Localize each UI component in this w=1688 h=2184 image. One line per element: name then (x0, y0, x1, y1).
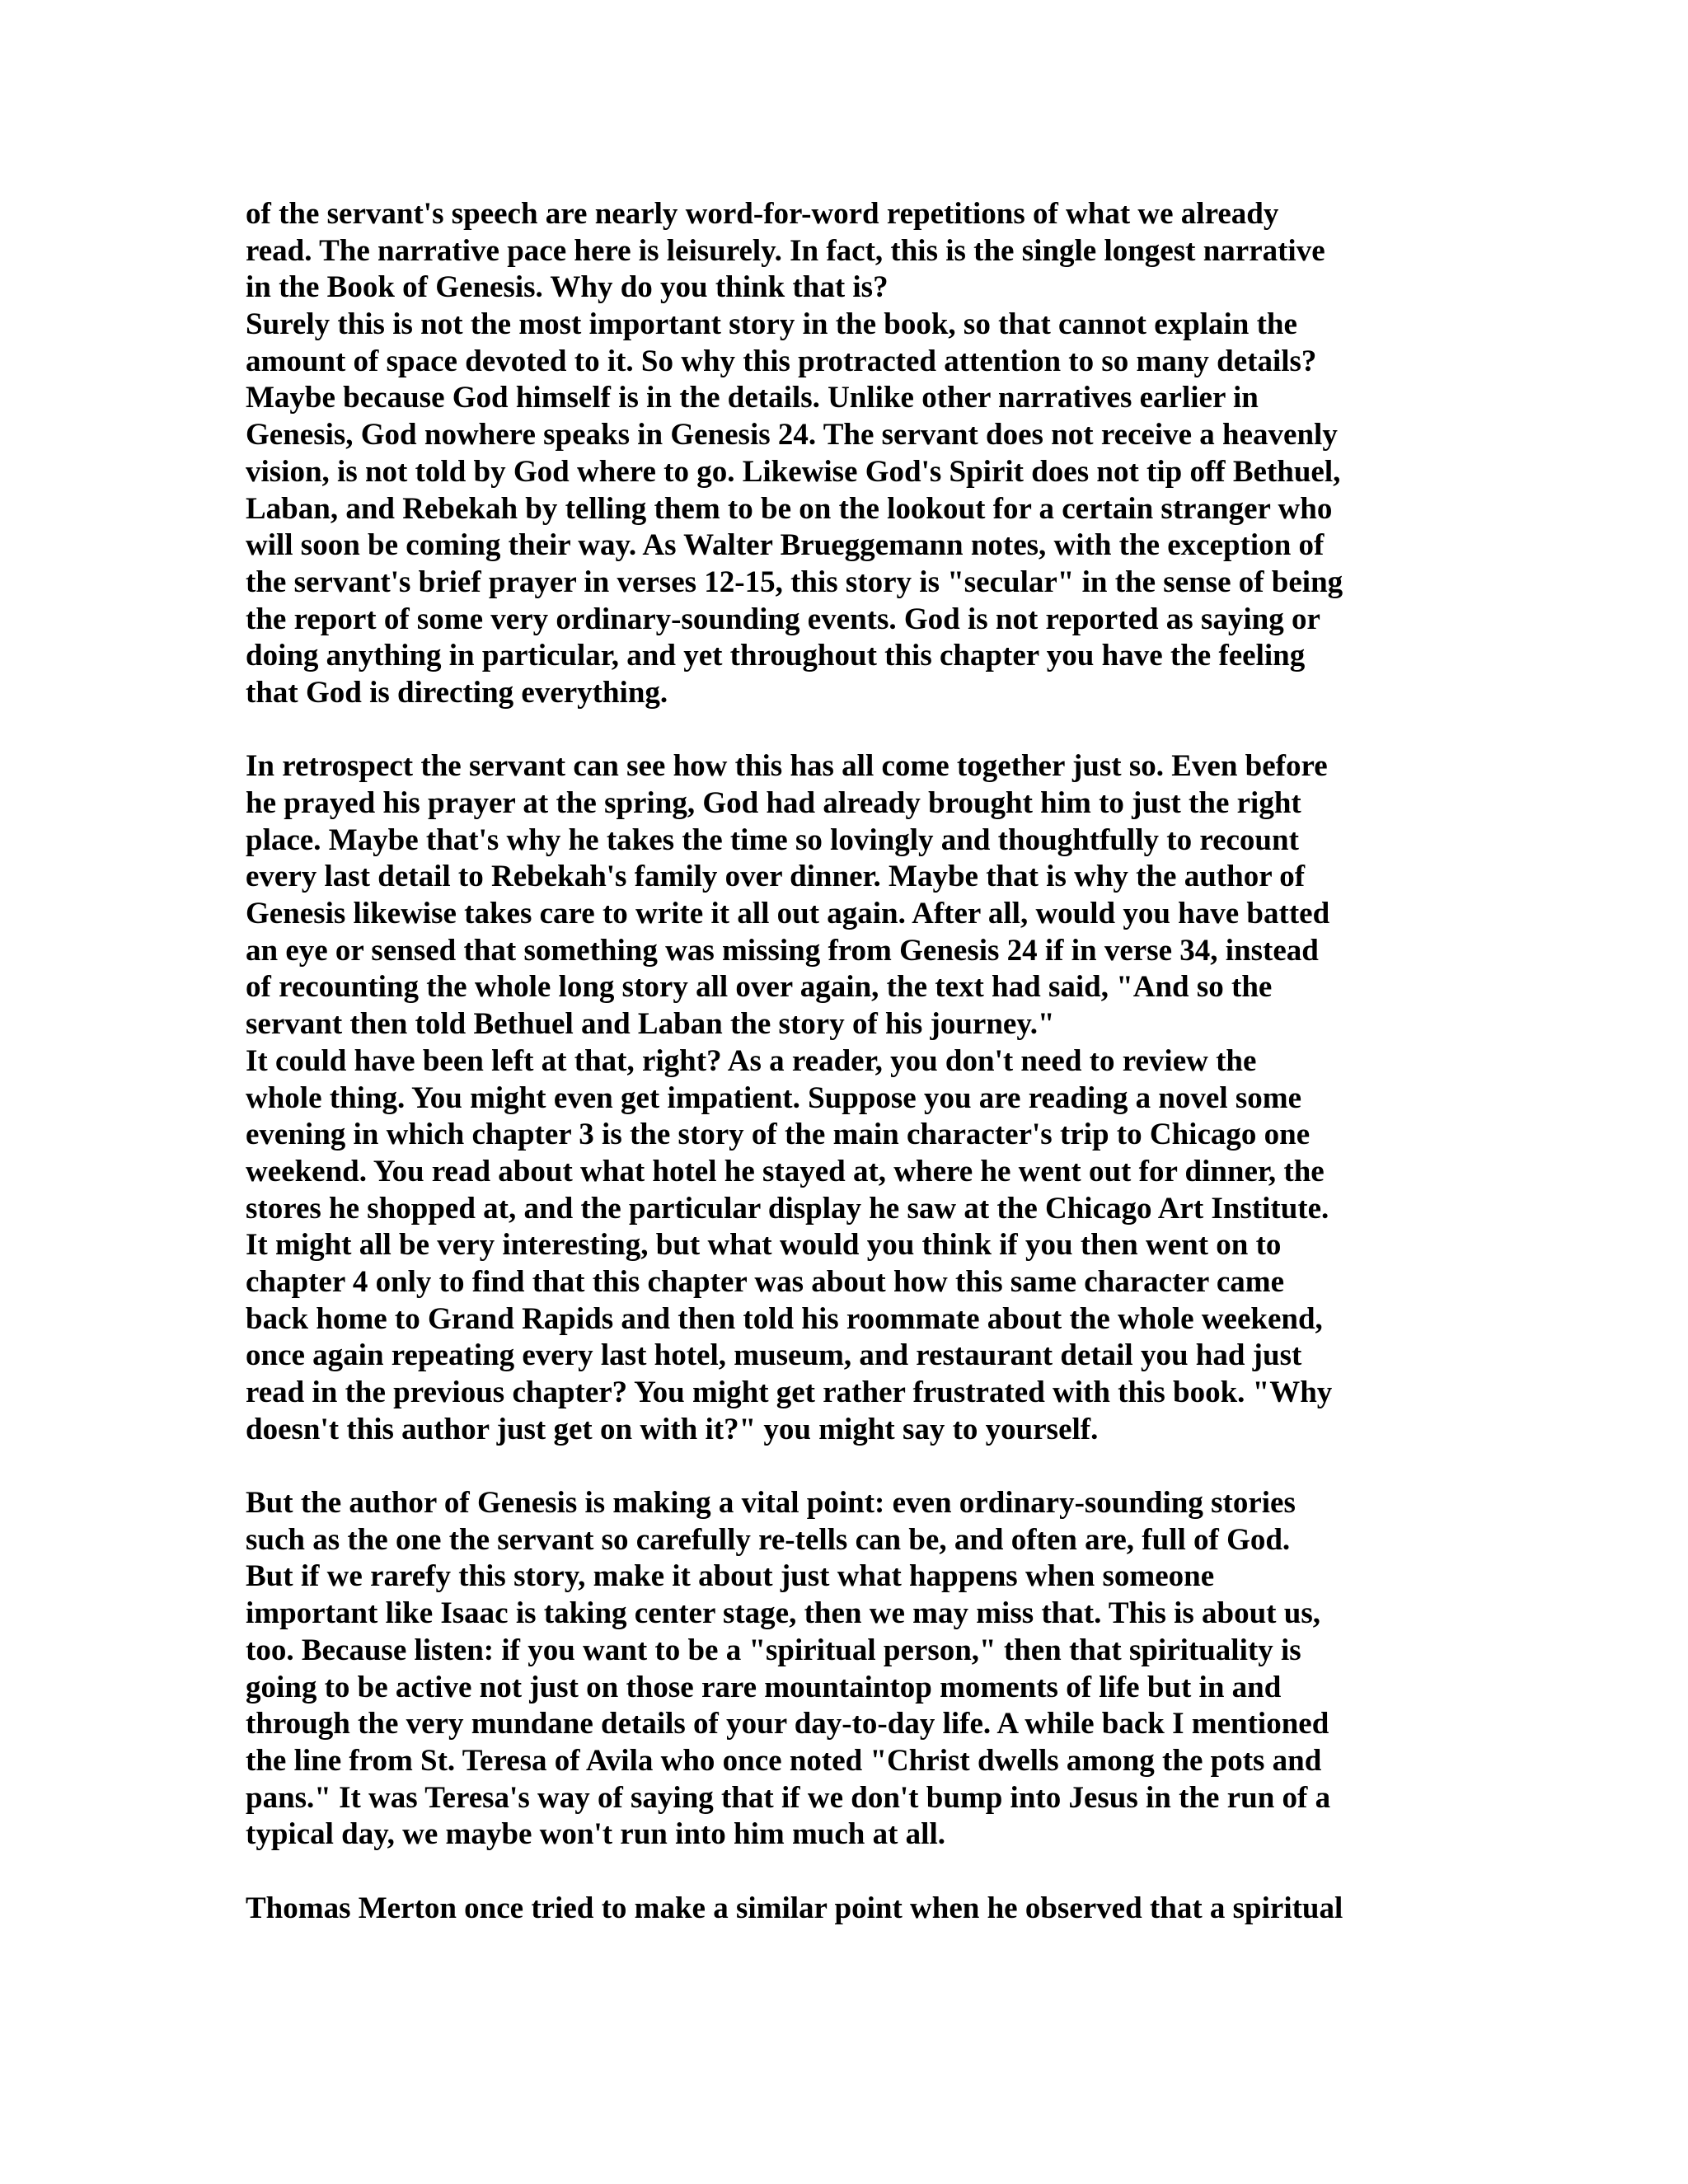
paragraph-gap (246, 1448, 1432, 1485)
text-line: the report of some very ordinary-sounding events. God is not reported as saying or (246, 602, 1320, 636)
text-line: he prayed his prayer at the spring, God had already brought him to just the right (246, 786, 1301, 820)
text-line: too. Because listen: if you want to be a "spiritual person," then that spirituality is (246, 1633, 1301, 1667)
paragraph-gap (246, 712, 1432, 749)
text-line: evening in which chapter 3 is the story of the main character's trip to Chicago one (246, 1118, 1311, 1152)
text-line: place. Maybe that's why he takes the time so lovingly and thoughtfully to recount (246, 823, 1299, 857)
text-line: Laban, and Rebekah by telling them to be on the lookout for a certain stranger who (246, 491, 1333, 526)
text-line: servant then told Bethuel and Laban the story of his journey." (246, 1007, 1055, 1042)
text-line: whole thing. You might even get impatient. Suppose you are reading a novel some (246, 1080, 1302, 1115)
text-line: typical day, we maybe won't run into him much at all. (246, 1817, 945, 1852)
text-line: of recounting the whole long story all over again, the text had said, "And so the (246, 970, 1273, 1005)
text-line: Maybe because God himself is in the details. Unlike other narratives earlier in (246, 381, 1259, 415)
text-line: vision, is not told by God where to go. Likewise God's Spirit does not tip off Bethuel, (246, 454, 1341, 489)
text-line: will soon be coming their way. As Walter Brueggemann notes, with the exception of (246, 528, 1325, 563)
paragraph-gap (246, 1854, 1432, 1891)
text-line: such as the one the servant so carefully re-tells can be, and often are, full of God. (246, 1522, 1291, 1557)
text-line: Genesis likewise takes care to write it all out again. After all, would you have batted (246, 897, 1330, 931)
text-line: the line from St. Teresa of Avila who once noted "Christ dwells among the pots and (246, 1743, 1322, 1778)
text-line: stores he shopped at, and the particular display he saw at the Chicago Art Institute. (246, 1191, 1329, 1226)
text-line: through the very mundane details of your day-to-day life. A while back I mentioned (246, 1707, 1329, 1741)
text-line: amount of space devoted to it. So why this protracted attention to so many details? (246, 344, 1317, 378)
text-line: Genesis, God nowhere speaks in Genesis 24. The servant does not receive a heavenly (246, 418, 1338, 452)
text-line: that God is directing everything. (246, 675, 668, 710)
text-line: But the author of Genesis is making a vital point: even ordinary-sounding stories (246, 1486, 1296, 1521)
text-line: Surely this is not the most important story in the book, so that cannot explain the (246, 307, 1297, 342)
text-line: But if we rarefy this story, make it about just what happens when someone (246, 1559, 1215, 1594)
text-line: once again repeating every last hotel, museum, and restaurant detail you had just (246, 1338, 1302, 1373)
text-line: In retrospect the servant can see how this has all come together just so. Even before (246, 749, 1328, 784)
text-line: an eye or sensed that something was missing from Genesis 24 if in verse 34, instead (246, 933, 1319, 968)
text-line: read. The narrative pace here is leisurely. In fact, this is the single longest narrative (246, 233, 1325, 268)
text-line: weekend. You read about what hotel he stayed at, where he went out for dinner, the (246, 1154, 1325, 1188)
text-line: doing anything in particular, and yet throughout this chapter you have the feeling (246, 639, 1306, 673)
text-line: chapter 4 only to find that this chapter was about how this same character came (246, 1264, 1285, 1299)
text-line: back home to Grand Rapids and then told his roommate about the whole weekend, (246, 1301, 1323, 1336)
text-line: of the servant's speech are nearly word-for-word repetitions of what we already (246, 197, 1279, 231)
text-line: read in the previous chapter? You might get rather frustrated with this book. "Why (246, 1376, 1333, 1409)
text-line: doesn't this author just get on with it?" you might say to yourself. (246, 1412, 1099, 1446)
text-line: the servant's brief prayer in verses 12-15, this story is "secular" in the sense of being (246, 565, 1343, 599)
text-line: pans." It was Teresa's way of saying that if we don't bump into Jesus in the run of a (246, 1780, 1331, 1815)
text-line: going to be active not just on those rare mountaintop moments of life but in and (246, 1670, 1282, 1704)
text-line: It might all be very interesting, but what would you think if you then went on to (246, 1228, 1282, 1263)
text-line: Thomas Merton once tried to make a similar point when he observed that a spiritual (246, 1891, 1343, 1925)
text-line: It could have been left at that, right? As a reader, you don't need to review the (246, 1043, 1257, 1078)
text-line: every last detail to Rebekah's family over dinner. Maybe that is why the author of (246, 860, 1306, 894)
text-line: in the Book of Genesis. Why do you think that is? (246, 270, 889, 305)
text-line: important like Isaac is taking center stage, then we may miss that. This is about us, (246, 1596, 1320, 1631)
body-text (246, 196, 1432, 1927)
